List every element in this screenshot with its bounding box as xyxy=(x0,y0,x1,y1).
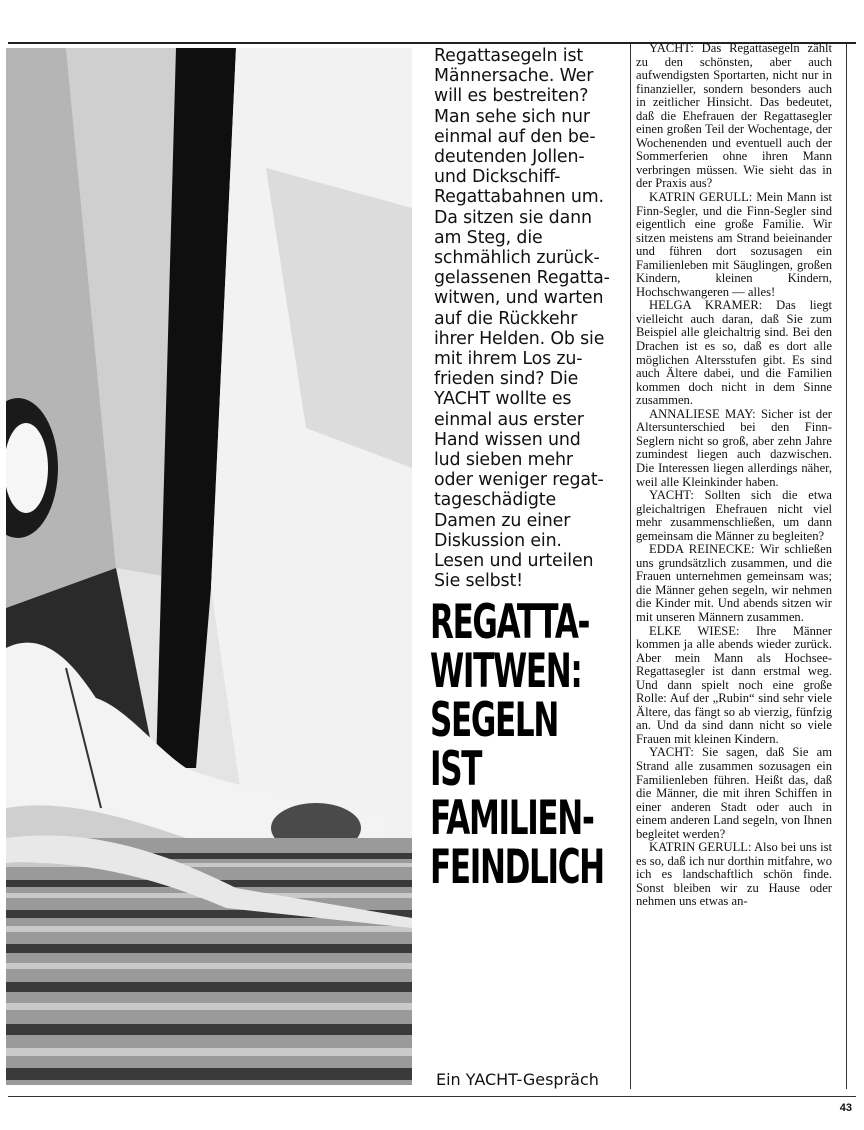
intro-line: mit ihrem Los zu- xyxy=(434,349,583,370)
intro-line: schmählich zurück- xyxy=(434,248,600,269)
headline xyxy=(430,595,604,895)
interview-column xyxy=(636,42,832,909)
headline-line: FAMILIEN- xyxy=(430,791,594,846)
bottom-rule xyxy=(8,1096,856,1097)
intro-line: Sie selbst! xyxy=(434,571,523,592)
intro-line: Regattabahnen um. xyxy=(434,187,604,208)
intro-line: einmal aus erster xyxy=(434,409,584,430)
intro-line: oder weniger regat- xyxy=(434,470,604,491)
interview-paragraph: ANNALIESE MAY: Sicher ist der Altersunterschied bei den Finn-Seglern nicht so groß, aber zehn Jahre zumindest liegen auch dazwischen. Die Interessen liegen allerdings näher, weil alle Kleinkinder haben. xyxy=(636,406,832,489)
article-photo xyxy=(6,48,412,1085)
intro-line: Regattasegeln ist xyxy=(434,46,584,66)
interview-paragraph: ELKE WIESE: Ihre Männer kommen ja alle abends wieder zurück. Aber mein Mann als Hochsee-Regattasegler ist dann erstmal weg. Und dann spielt noch eine große Rolle: Auf der „Rubin“ sind sehr viele Ältere, das fängt so ab vierzig, fünfzig an. Und da sind dann nicht so viele Frauen mit kleinen Kindern. xyxy=(636,623,832,746)
intro-line: YACHT wollte es xyxy=(434,389,572,410)
intro-line: frieden sind? Die xyxy=(434,369,579,390)
byline: Ein YACHT-Gespräch xyxy=(436,1070,599,1089)
intro-line: tageschädigte xyxy=(434,490,556,511)
intro-line: Männersache. Wer xyxy=(434,66,594,87)
page-number: 43 xyxy=(839,1102,852,1114)
photo-image-icon xyxy=(6,48,412,1085)
interview-paragraph: YACHT: Sollten sich die etwa gleichaltrigen Ehefrauen nicht viel mehr zusammenschließen, um dann gemeinsam die Männer zu begleiten? xyxy=(636,488,832,543)
headline-line: REGATTA- xyxy=(430,595,590,650)
interview-paragraph: HELGA KRAMER: Das liegt vielleicht auch daran, daß Sie zum Beispiel alle gleichaltrig sind. Bei den Drachen ist es so, daß es dort alle möglichen Altersstufen gibt. Es sind auch Ältere dabei, und die Familien kommen doch nicht in dem Sinne zusammen. xyxy=(636,298,832,408)
intro-line: Hand wissen und xyxy=(434,429,581,450)
interview-paragraph: YACHT: Das Regattasegeln zählt zu den schönsten, aber auch aufwendigsten Sportarten, nicht nur in finanzieller, sondern besonders auch in zeitlicher Hinsicht. Das bedeutet, daß die Ehefrauen der Regattasegler einen großen Teil der Wochentage, der Wochenenden und eventuell auch der Sommerferien ohne ihren Mann verbringen müssen. Wie sieht das in der Praxis aus? xyxy=(636,41,832,191)
column-divider xyxy=(846,44,847,1089)
headline-line: WITWEN: xyxy=(430,644,582,699)
intro-text xyxy=(434,46,624,591)
intro-line: Lesen und urteilen xyxy=(434,551,594,572)
headline-line: FEINDLICH xyxy=(430,840,604,895)
headline-line: SEGELN xyxy=(430,693,558,748)
intro-line: und Dickschiff- xyxy=(434,167,561,188)
intro-line: witwen, und warten xyxy=(434,288,604,309)
intro-line: Diskussion ein. xyxy=(434,530,562,551)
interview-paragraph: KATRIN GERULL: Also bei uns ist es so, daß ich nur dorthin mitfahre, wo ich es landschaftlich schön finde. Sonst bleiben wir zu Hause oder nehmen uns etwas an- xyxy=(636,840,832,909)
intro-line: am Steg, die xyxy=(434,227,543,248)
intro-line: deutenden Jollen- xyxy=(434,147,585,168)
intro-line: einmal auf den be- xyxy=(434,126,596,147)
interview-paragraph: EDDA REINECKE: Wir schließen uns grundsätzlich zusammen, und die Frauen unternehmen gemeinsam was; die Männer gehen segeln, wir nehmen die Kinder mit. Und abends sitzen wir mit unseren Männern zusammen. xyxy=(636,542,832,624)
intro-line: Da sitzen sie dann xyxy=(434,207,592,228)
intro-line: Man sehe sich nur xyxy=(434,106,590,127)
headline-line: IST xyxy=(430,742,482,797)
intro-line: gelassenen Regatta- xyxy=(434,268,610,289)
intro-line: lud sieben mehr xyxy=(434,450,573,471)
intro-line: will es bestreiten? xyxy=(434,86,589,107)
intro-line: ihrer Helden. Ob sie xyxy=(434,328,605,349)
column-divider xyxy=(630,44,631,1089)
intro-line: auf die Rückkehr xyxy=(434,308,578,329)
interview-paragraph: KATRIN GERULL: Mein Mann ist Finn-Segler, und die Finn-Segler sind eigentlich eine große Familie. Wir sitzen meistens am Strand beieinander und führen dort sozusagen ein Familienleben mit Säuglingen, großen Kindern, kleinen Kindern, Hochschwangeren — alles! xyxy=(636,190,832,299)
interview-paragraph: YACHT: Sie sagen, daß Sie am Strand alle zusammen sozusagen ein Familienleben führen. Heißt das, daß die Männer, die mit ihren Schiffen in einer anderen Stadt oder auch in einem anderen Land segeln, von Ihnen begleitet werden? xyxy=(636,745,832,841)
intro-line: Damen zu einer xyxy=(434,510,571,531)
